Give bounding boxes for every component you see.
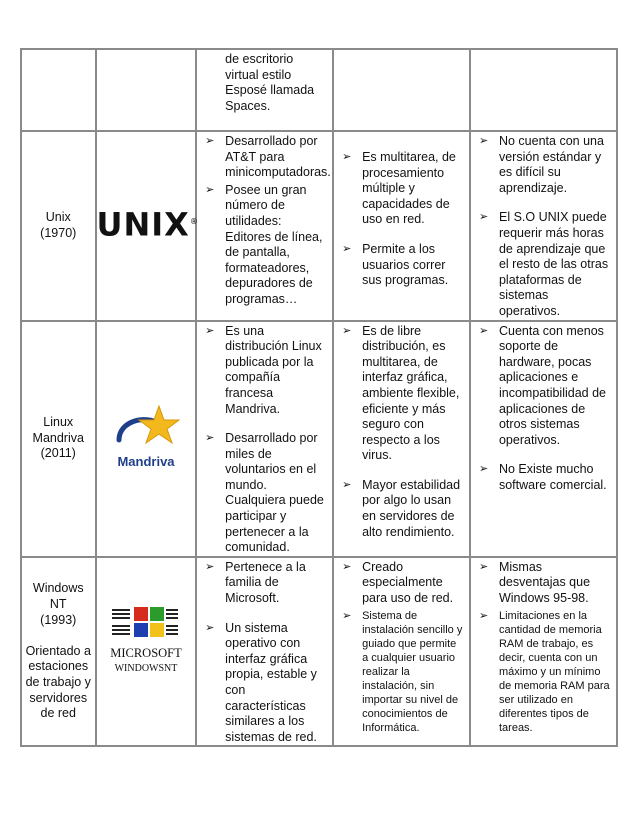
disadvantages-cell [470, 321, 617, 557]
os-name-line: estaciones [28, 659, 89, 674]
os-logo-cell [96, 321, 197, 557]
list-item: ➢ Limitaciones en la cantidad de memoria RAM de trabajo, es decir, cuenta con un máximo y un mínimo de memoria RAM para ser utilizado en diferentes tipos de tareas. [478, 609, 610, 734]
table-row-continuation [21, 49, 617, 131]
os-name-cell [21, 557, 96, 747]
os-name-line: (1993) [40, 612, 77, 627]
list-item: ➢ No Existe mucho software comercial. [478, 462, 607, 492]
list-item: ➢ Pertenece a la familia de Microsoft. [205, 559, 306, 606]
arrow-bullet-icon: ➢ [205, 621, 215, 634]
arrow-bullet-icon: ➢ [342, 242, 352, 255]
list-item: ➢ Un sistema operativo con interfaz gráfica propia, estable y con características similares a los sistemas de red. [205, 620, 317, 744]
os-logo-cell [96, 557, 197, 747]
arrow-bullet-icon: ➢ [205, 432, 215, 445]
windows-logo-line1: MICROSOFT [110, 646, 182, 661]
mandriva-logo [105, 400, 187, 472]
arrow-bullet-icon: ➢ [342, 560, 352, 573]
arrow-bullet-icon: ➢ [205, 560, 215, 573]
table-row-unix [21, 131, 617, 321]
os-name-line: (2011) [40, 446, 76, 461]
arrow-bullet-icon: ➢ [342, 609, 352, 622]
arrow-bullet-icon: ➢ [478, 135, 489, 147]
arrow-bullet-icon: ➢ [478, 463, 489, 476]
os-name-line: servidores [29, 690, 88, 705]
table-row-mandriva [21, 321, 617, 557]
list-item: ➢ Desarrollado por AT&T para minicomputadoras. [205, 134, 331, 180]
windows-logo-line2: WINDOWSNT [114, 663, 178, 675]
list-item: ➢ Desarrollado por miles de voluntarios en el mundo. Cualquiera puede participar y pertenecer a la comunidad. [205, 431, 324, 555]
arrow-bullet-icon: ➢ [478, 609, 489, 622]
os-name-line: NT [49, 597, 67, 612]
list-item: ➢ Cuenta con menos soporte de hardware, pocas aplicaciones e incompatibilidad de aplicaciones de otros sistemas operativos. [478, 323, 606, 447]
list-item: ➢ Sistema de instalación sencillo y guiado que permite a cualquier usuario realizar la instalación, sin importar su nivel de conocimientos de Informática. [342, 609, 463, 734]
disadvantages-cell [470, 131, 617, 321]
arrow-bullet-icon: ➢ [342, 151, 352, 163]
os-name-line: de red [40, 706, 76, 721]
os-name-cell [21, 49, 96, 131]
os-logo-cell [96, 131, 197, 321]
advantages-cell [333, 49, 470, 131]
list-item: ➢ Permite a los usuarios correr sus programas. [342, 241, 449, 288]
os-name-line: Orientado a [25, 643, 91, 658]
list-item: ➢ Es de libre distribución, es multitarea, de interfaz gráfica, ambiente flexible, eficiente y más seguro con respecto a los virus. [342, 323, 460, 463]
list-item: ➢ Es multitarea, de procesamiento múltiple y capacidades de uso en red. [342, 150, 456, 227]
table-row-windows-nt [21, 557, 617, 747]
os-name-line: (1970) [40, 225, 77, 240]
arrow-bullet-icon: ➢ [478, 211, 489, 224]
os-name-line [22, 628, 95, 644]
unix-logo: UNIX® [96, 205, 199, 244]
list-item: ➢ Creado especialmente para uso de red. [342, 559, 454, 606]
list-item: ➢ No cuenta con una versión estándar y es difícil su aprendizaje. [478, 134, 604, 195]
arrow-bullet-icon: ➢ [478, 324, 489, 337]
disadvantages-cell [470, 49, 617, 131]
arrow-bullet-icon: ➢ [205, 135, 215, 147]
windows-nt-logo [104, 599, 188, 699]
os-name-cell [21, 321, 96, 557]
arrow-bullet-icon: ➢ [342, 324, 352, 337]
description-text: de escritorio virtual estilo Esposé llamada Spaces. [225, 52, 315, 113]
os-name-line: Unix [45, 210, 71, 225]
list-item: ➢ Es una distribución Linux publicada por la compañía francesa Mandriva. [205, 323, 322, 416]
os-name-line: Windows [32, 581, 84, 596]
arrow-bullet-icon: ➢ [478, 560, 489, 573]
mandriva-logo-text: Mandriva [117, 454, 175, 470]
os-name-cell [21, 131, 96, 321]
os-logo-cell [96, 49, 197, 131]
list-item: ➢ El S.O UNIX puede requerir más horas de aprendizaje que el resto de las otras plataformas de sistemas operativos. [478, 210, 609, 318]
comparison-table [20, 48, 618, 747]
advantages-cell [333, 321, 470, 557]
list-item: ➢ Posee un gran número de utilidades: Editores de línea, de pantalla, formateadores, depuradores de programas… [205, 182, 323, 306]
advantages-cell [333, 557, 470, 747]
os-name-line: Linux [43, 415, 74, 430]
arrow-bullet-icon: ➢ [342, 478, 352, 491]
os-name-line: Mandriva [32, 430, 84, 445]
list-item: ➢ Mayor estabilidad por algo lo usan en servidores de alto rendimiento. [342, 477, 461, 539]
list-item: ➢ Mismas desventajas que Windows 95-98. [478, 559, 591, 606]
advantages-cell [333, 131, 470, 321]
description-cell [196, 49, 333, 131]
os-name-line: de trabajo y [25, 675, 91, 689]
arrow-bullet-icon: ➢ [205, 183, 215, 196]
unix-logo-text: UNIX [96, 205, 190, 244]
arrow-bullet-icon: ➢ [205, 324, 215, 337]
description-cell [196, 557, 333, 747]
disadvantages-cell [470, 557, 617, 747]
description-cell [196, 321, 333, 557]
description-cell [196, 131, 333, 321]
